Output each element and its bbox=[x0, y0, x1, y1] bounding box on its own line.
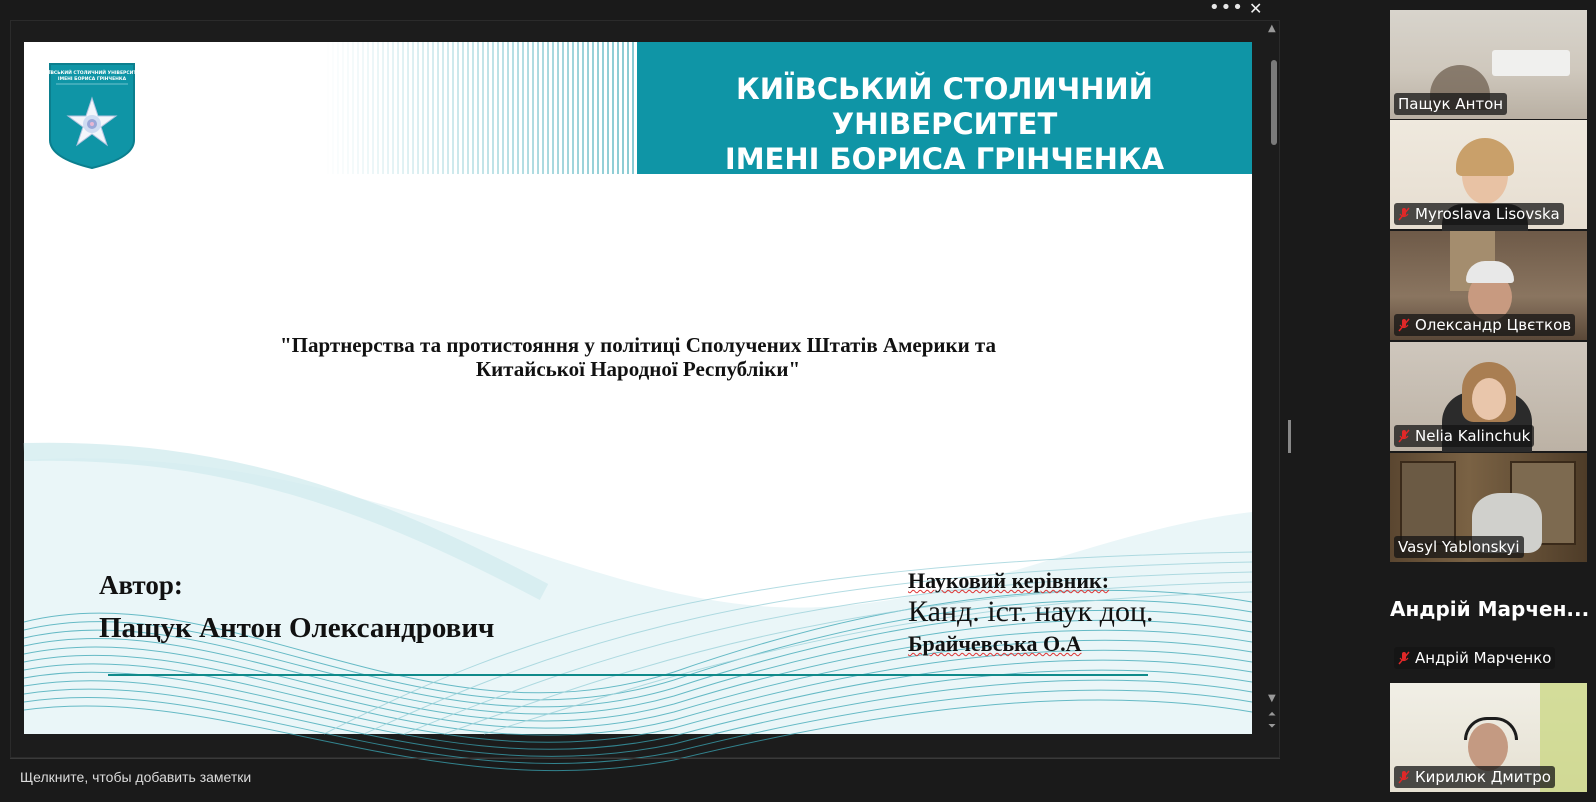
supervisor-name: Брайчевська О.А bbox=[908, 631, 1082, 656]
notes-placeholder[interactable]: Щелкните, чтобы добавить заметки bbox=[20, 769, 252, 785]
university-name bbox=[637, 72, 1252, 177]
air-conditioner bbox=[1492, 50, 1570, 76]
participant-tile[interactable] bbox=[1390, 564, 1590, 673]
participant-name: Vasyl Yablonskyi bbox=[1398, 538, 1520, 556]
participant-tile[interactable] bbox=[1390, 342, 1587, 451]
participant-name: Myroslava Lisovska bbox=[1415, 205, 1560, 223]
presentation-slide bbox=[24, 42, 1252, 734]
participant-tile[interactable] bbox=[1390, 120, 1587, 229]
scroll-up-icon[interactable]: ▲ bbox=[1268, 23, 1276, 34]
participant-name-tag bbox=[1394, 766, 1555, 788]
participant-face-front bbox=[1472, 378, 1506, 420]
participant-name: Олександр Цвєтков bbox=[1415, 316, 1572, 334]
window-title-bar bbox=[0, 0, 1596, 20]
participant-tile[interactable] bbox=[1390, 683, 1587, 792]
slide-title bbox=[244, 333, 1032, 381]
close-icon[interactable]: ✕ bbox=[1249, 0, 1263, 18]
participant-name-tag bbox=[1394, 425, 1534, 447]
participant-name-tag bbox=[1394, 93, 1507, 115]
more-options-icon[interactable]: ••• bbox=[1209, 0, 1244, 18]
decorative-stripes bbox=[324, 42, 637, 174]
author-label: Автор: bbox=[99, 570, 183, 600]
title-line-1: "Партнерства та протистояння у політиці Сполучених Штатів Америки та bbox=[280, 333, 996, 357]
banner-line-1: КИЇВСЬКИЙ СТОЛИЧНИЙ УНІВЕРСИТЕТ bbox=[736, 72, 1153, 141]
participant-name: Андрій Марченко bbox=[1415, 649, 1552, 667]
author-name: Пащук Антон Олександрович bbox=[99, 612, 495, 644]
participant-name-tag bbox=[1394, 647, 1555, 669]
muted-mic-icon bbox=[1398, 770, 1410, 784]
participant-name: Nelia Kalinchuk bbox=[1415, 427, 1531, 445]
muted-mic-icon bbox=[1398, 429, 1410, 443]
notes-divider bbox=[10, 758, 1280, 759]
university-logo bbox=[41, 62, 143, 170]
supervisor-label: Науковий керівник: bbox=[908, 568, 1110, 593]
logo-text-2: ІМЕНІ БОРИСА ГРІНЧЕНКА bbox=[57, 77, 127, 82]
divider-line bbox=[108, 674, 1148, 676]
scroll-down-icon[interactable]: ▼ bbox=[1268, 693, 1276, 704]
bookshelf bbox=[1400, 461, 1456, 545]
participant-display-name: Андрій Марчен... bbox=[1390, 597, 1590, 621]
logo-text-1: КИЇВСЬКИЙ СТОЛИЧНИЙ УНІВЕРСИТЕТ bbox=[41, 71, 143, 76]
previous-slide-icon[interactable]: ⏶ bbox=[1268, 709, 1276, 720]
muted-mic-icon bbox=[1398, 651, 1410, 665]
next-slide-icon[interactable]: ⏷ bbox=[1268, 721, 1276, 732]
participant-name-tag bbox=[1394, 314, 1575, 336]
muted-mic-icon bbox=[1398, 318, 1410, 332]
pane-splitter-handle[interactable] bbox=[1288, 420, 1291, 453]
participant-name: Кирилюк Дмитро bbox=[1415, 768, 1551, 786]
title-line-2: Китайської Народної Республіки" bbox=[475, 357, 801, 381]
participant-name-tag bbox=[1394, 536, 1524, 558]
participant-tile[interactable] bbox=[1390, 10, 1587, 119]
banner-line-2: ІМЕНІ БОРИСА ГРІНЧЕНКА bbox=[724, 142, 1165, 176]
muted-mic-icon bbox=[1398, 207, 1410, 221]
participant-tile[interactable] bbox=[1390, 231, 1587, 340]
participant-hair bbox=[1466, 261, 1514, 283]
scrollbar-thumb[interactable] bbox=[1271, 60, 1277, 145]
participant-name-tag bbox=[1394, 203, 1564, 225]
participant-tile[interactable] bbox=[1390, 453, 1587, 562]
participant-name: Пащук Антон bbox=[1398, 95, 1504, 113]
supervisor-title: Канд. іст. наук доц. bbox=[908, 595, 1154, 628]
